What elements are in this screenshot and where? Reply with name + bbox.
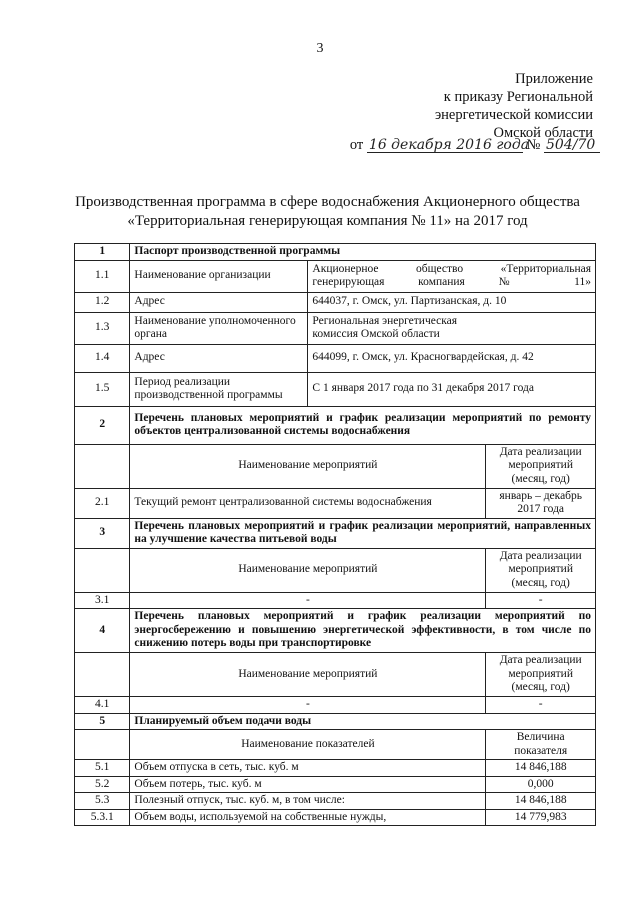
- row-label: Адрес: [130, 344, 308, 372]
- appendix-line: Омской области: [493, 125, 593, 141]
- row-value: 14 779,983: [486, 809, 596, 826]
- row-number: 1.5: [75, 372, 130, 406]
- column-header-value: Величина показателя: [486, 730, 596, 760]
- section-header: [75, 244, 596, 261]
- row-label: Адрес: [130, 292, 308, 312]
- section-title: Планируемый объем подачи воды: [130, 713, 596, 730]
- row-number: 5.2: [75, 776, 130, 793]
- section-number: 2: [75, 406, 130, 444]
- column-header-date: Дата реализации мероприятий (месяц, год): [486, 653, 596, 697]
- section-header: [75, 518, 596, 548]
- column-header-date: Дата реализации мероприятий (месяц, год): [486, 444, 596, 488]
- section-number: 4: [75, 609, 130, 653]
- row-label: Наименование уполномоченного органа: [130, 312, 308, 344]
- table-row: [75, 344, 596, 372]
- row-number: 5.1: [75, 760, 130, 777]
- section-number: 5: [75, 713, 130, 730]
- row-value: Региональная энергетическая комиссия Омской области: [308, 312, 596, 344]
- table-header-row: [75, 444, 596, 488]
- document-title: [60, 193, 595, 231]
- row-label: Период реализации производственной программы: [130, 372, 308, 406]
- row-value: 644099, г. Омск, ул. Красногвардейская, д. 42: [308, 344, 596, 372]
- section-number: 3: [75, 518, 130, 548]
- row-name: Полезный отпуск, тыс. куб. м, в том числе:: [130, 793, 486, 810]
- table-header-row: [75, 730, 596, 760]
- table-row: [75, 260, 596, 292]
- section-header: [75, 609, 596, 653]
- order-date-line: [350, 137, 600, 154]
- row-date: январь – декабрь 2017 года: [486, 488, 596, 518]
- page-number: 3: [316, 41, 324, 56]
- row-name: -: [130, 697, 486, 714]
- row-number: 1.4: [75, 344, 130, 372]
- table-row: [75, 793, 596, 810]
- row-name: -: [130, 592, 486, 609]
- row-number: 1.3: [75, 312, 130, 344]
- row-number: 1.2: [75, 292, 130, 312]
- table-row: [75, 776, 596, 793]
- number-prefix: №: [526, 137, 541, 153]
- table-header-row: [75, 653, 596, 697]
- section-number: 1: [75, 244, 130, 261]
- table-row: [75, 372, 596, 406]
- row-value: 14 846,188: [486, 793, 596, 810]
- section-title: Паспорт производственной программы: [130, 244, 596, 261]
- production-program-table: [74, 243, 596, 826]
- row-date: -: [486, 697, 596, 714]
- table-row: [75, 809, 596, 826]
- column-header-date: Дата реализации мероприятий (месяц, год): [486, 548, 596, 592]
- row-number: 4.1: [75, 697, 130, 714]
- row-value: С 1 января 2017 года по 31 декабря 2017 года: [308, 372, 596, 406]
- table-row: [75, 760, 596, 777]
- row-number: 1.1: [75, 260, 130, 292]
- row-value: 0,000: [486, 776, 596, 793]
- table-row: [75, 488, 596, 518]
- date-prefix: от: [349, 137, 364, 153]
- row-name: Текущий ремонт централизованной системы водоснабжения: [130, 488, 486, 518]
- column-header-name: Наименование показателей: [130, 730, 486, 760]
- table-row: [75, 292, 596, 312]
- row-number: 5.3: [75, 793, 130, 810]
- table-row: [75, 592, 596, 609]
- handwritten-date: 16 декабря 2016 года: [368, 137, 530, 153]
- appendix-header: [435, 70, 593, 142]
- row-label: Наименование организации: [130, 260, 308, 292]
- appendix-line: Приложение: [515, 71, 593, 87]
- table-row: [75, 312, 596, 344]
- column-header-name: Наименование мероприятий: [130, 548, 486, 592]
- row-name: Объем отпуска в сеть, тыс. куб. м: [130, 760, 486, 777]
- appendix-line: энергетической комиссии: [434, 107, 593, 123]
- row-number: 3.1: [75, 592, 130, 609]
- row-name: Объем потерь, тыс. куб. м: [130, 776, 486, 793]
- title-line: «Территориальная генерирующая компания № 11» на 2017 год: [127, 213, 528, 229]
- row-value: Акционерное общество «Территориальная генерирующая компания № 11»: [308, 260, 596, 292]
- table-row: [75, 697, 596, 714]
- column-header-name: Наименование мероприятий: [130, 444, 486, 488]
- row-date: -: [486, 592, 596, 609]
- row-value: 14 846,188: [486, 760, 596, 777]
- row-value: 644037, г. Омск, ул. Партизанская, д. 10: [308, 292, 596, 312]
- section-title: Перечень плановых мероприятий и график реализации мероприятий по энергосбережению и повышению энергетической эффективности, в том числе по снижению потерь воды при транспортировке: [130, 609, 596, 653]
- row-number: 5.3.1: [75, 809, 130, 826]
- row-name: Объем воды, используемой на собственные нужды,: [130, 809, 486, 826]
- section-title: Перечень плановых мероприятий и график реализации мероприятий, направленных на улучшение качества питьевой воды: [130, 518, 596, 548]
- handwritten-number: 504/70: [544, 138, 600, 153]
- column-header-name: Наименование мероприятий: [130, 653, 486, 697]
- title-line: Производственная программа в сфере водоснабжения Акционерного общества: [75, 194, 580, 210]
- section-title: Перечень плановых мероприятий и график реализации мероприятий по ремонту объектов централизованной системы водоснабжения: [130, 406, 596, 444]
- section-header: [75, 713, 596, 730]
- row-number: 2.1: [75, 488, 130, 518]
- appendix-line: к приказу Региональной: [443, 89, 593, 105]
- table-header-row: [75, 548, 596, 592]
- section-header: [75, 406, 596, 444]
